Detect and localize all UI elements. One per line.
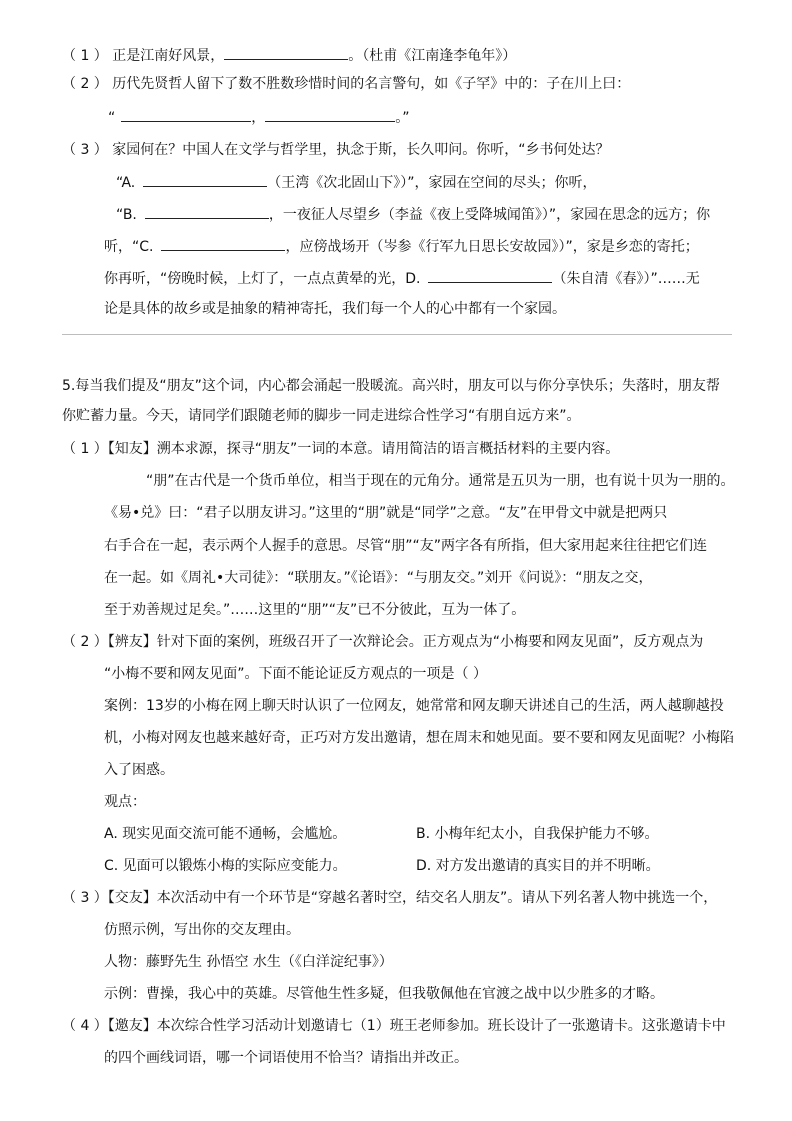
- q4-item1-line: [62, 45, 516, 65]
- answer-blank-c[interactable]: [161, 236, 285, 251]
- option-d[interactable]: D. 对方发出邀请的真实目的并不明晰。: [416, 858, 660, 874]
- q5-part1-text1: “朋”在古代是一个货币单位，相当于现在的元角分。通常是五贝为一朋，也有说十贝为一朋的。: [146, 473, 735, 489]
- option-a[interactable]: A. 现实见面交流可能不通畅，会尴尬。: [104, 826, 347, 842]
- q4-item2-line1: （ 2 ） 历代先贤哲人留下了数不胜数珍惜时间的名言警句，如《子罕》中的：子在川上曰：: [62, 76, 631, 92]
- q4-item3-c-text: ，应傍战场开（岑参《行军九日思长安故园》）”，家是乡恋的寄托；: [285, 239, 699, 255]
- q5-part2-case1: 案例：13岁的小梅在网上聊天时认识了一位网友，她常常和网友聊天讲述自己的生活，两人越聊越投: [104, 698, 724, 714]
- answer-blank-2[interactable]: [121, 107, 251, 122]
- answer-blank-d[interactable]: [428, 268, 552, 283]
- q4-item3-line-d: [104, 268, 700, 288]
- option-b[interactable]: B. 小梅年纪太小，自我保护能力不够。: [416, 826, 659, 842]
- q4-item3-a-text: （王湾《次北固山下》）”，家园在空间的尽头；你听，: [267, 175, 597, 191]
- q4-item2-comma: ，: [251, 110, 266, 126]
- q4-item2-close-quote: 。”: [395, 110, 410, 126]
- q4-item3-line-a: [116, 172, 597, 192]
- q4-item3-d-text: （朱自清《春》）”……无: [552, 271, 700, 287]
- q5-part2-view-label: 观点：: [104, 794, 146, 810]
- q4-item1-suffix: 。（杜甫《江南逢李龟年》）: [348, 48, 517, 64]
- q5-intro-line2: 你贮蓄力量。今天，请同学们跟随老师的脚步一同走进综合性学习“有朋自远方来”。: [62, 408, 581, 424]
- q5-part4-title1: （ 4 ）【邀友】本次综合性学习活动计划邀请七（1）班王老师参加。班长设计了一张邀请卡。这张邀请卡中: [62, 1018, 726, 1034]
- q5-intro-line1: 5.每当我们提及“朋友”这个词，内心都会涌起一股暖流。高兴时，朋友可以与你分享快乐；失落时，朋友帮: [62, 378, 720, 394]
- q4-item3-line-c: [104, 236, 699, 256]
- q5-part2-case2: 机，小梅对网友也越来越好奇，正巧对方发出邀请，想在周末和她见面。要不要和网友见面呢？小梅陷: [104, 730, 734, 746]
- q4-item3-d-label: 你再听，“傍晚时候，上灯了，一点点黄晕的光，D.: [104, 271, 421, 287]
- q5-part3-title1: （ 3 ）【交友】本次活动中有一个环节是“穿越名著时空，结交名人朋友”。请从下列名著人物中挑选一个，: [62, 890, 718, 906]
- q5-part2-title2: “小梅不要和网友见面”。下面不能论证反方观点的一项是（ ）: [104, 666, 487, 682]
- q4-item2-line2: [108, 107, 410, 127]
- q5-part3-people: 人物：藤野先生 孙悟空 水生（《白洋淀纪事》）: [104, 954, 393, 970]
- q5-part1-text3: 右手合在一起，表示两个人握手的意思。尽管“朋”“友”两字各有所指，但大家用起来往往把它们连: [104, 538, 708, 554]
- q4-item3-last: 论是具体的故乡或是抽象的精神寄托，我们每一个人的心中都有一个家园。: [104, 301, 566, 317]
- q5-part3-title2: 仿照示例，写出你的交友理由。: [104, 922, 300, 938]
- q5-part3-example: 示例：曹操，我心中的英雄。尽管他生性多疑，但我敬佩他在官渡之战中以少胜多的才略。: [104, 986, 664, 1002]
- q5-part1-text5: 至于劝善规过足矣。”……这里的“朋”“友”已不分彼此，互为一体了。: [104, 602, 526, 618]
- q5-part4-title2: 的四个画线词语，哪一个词语使用不恰当？请指出并改正。: [104, 1050, 468, 1066]
- q5-part2-case3: 入了困惑。: [104, 762, 174, 778]
- q4-item3-c-label: 听，“C.: [104, 239, 154, 255]
- answer-blank-b[interactable]: [145, 204, 269, 219]
- answer-blank-3[interactable]: [265, 107, 395, 122]
- q4-item3-line1: （ 3 ） 家园何在？中国人在文学与哲学里，执念于斯，长久叩问。你听，“乡书何处达？: [62, 142, 610, 158]
- q4-item3-line-b: [116, 204, 710, 224]
- q4-item3-b-label: “B.: [116, 207, 137, 223]
- option-c[interactable]: C. 见面可以锻炼小梅的实际应变能力。: [104, 858, 347, 874]
- answer-blank-1[interactable]: [224, 45, 348, 60]
- q5-part1-text2: 《易•兑》曰：“君子以朋友讲习。”这里的“朋”就是“同学”之意。“友”在甲骨文中就是把两只: [104, 505, 668, 521]
- q4-item3-a-label: “A.: [116, 175, 136, 191]
- q5-part1-title: （ 1 ）【知友】溯本求源，探寻“朋友”一词的本意。请用简洁的语言概括材料的主要内容。: [62, 441, 620, 457]
- q4-item3-b-text: ，一夜征人尽望乡（李益《夜上受降城闻笛》）”，家园在思念的远方；你: [268, 207, 711, 223]
- answer-blank-a[interactable]: [143, 172, 267, 187]
- q5-part2-title1: （ 2 ）【辨友】针对下面的案例，班级召开了一次辩论会。正方观点为“小梅要和网友见面”，反方观点为: [62, 634, 704, 650]
- q5-part1-text4: 在一起。如《周礼•大司徒》：“联朋友。”《论语》：“与朋友交。”刘开《问说》：“朋友之交，: [104, 570, 653, 586]
- q4-item1-prefix: （ 1 ） 正是江南好风景，: [62, 48, 225, 64]
- q4-item2-open-quote: “: [108, 110, 116, 126]
- section-divider: [62, 334, 732, 335]
